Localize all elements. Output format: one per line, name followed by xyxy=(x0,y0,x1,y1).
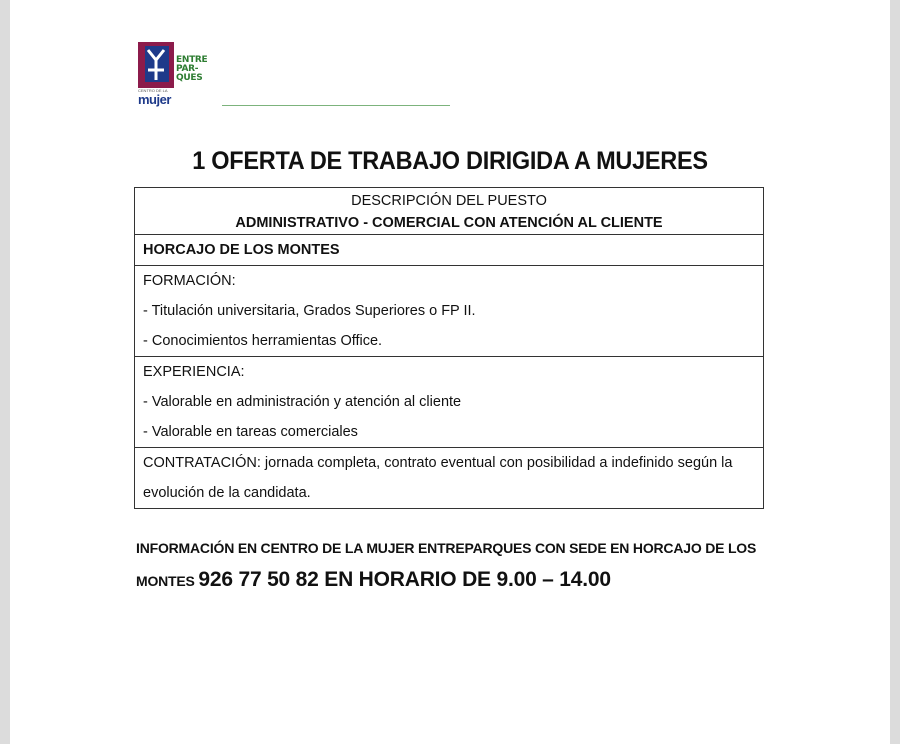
contact-info xyxy=(136,536,796,592)
list-item: - Conocimientos herramientas Office. xyxy=(143,333,383,349)
list-item: - Titulación universitaria, Grados Superiores o FP II. xyxy=(143,303,476,319)
centro-mujer-logo xyxy=(138,42,230,108)
logo-mujer-text: mujer xyxy=(138,92,171,107)
experiencia-label: EXPERIENCIA: xyxy=(143,364,245,380)
list-item: - Valorable en administración y atención al cliente xyxy=(143,394,462,410)
info-line: INFORMACIÓN EN CENTRO DE LA MUJER ENTREPARQUES CON SEDE EN HORCAJO DE LOS xyxy=(136,540,757,556)
table-row xyxy=(135,357,764,448)
table-row xyxy=(135,235,764,266)
job-description-table xyxy=(134,187,764,509)
table-row xyxy=(135,448,764,509)
logo-wordmark: ENTRE PAR- QUES xyxy=(176,55,208,83)
offer-title: 1 OFERTA DE TRABAJO DIRIGIDA A MUJERES xyxy=(192,147,708,175)
location-text: HORCAJO DE LOS MONTES xyxy=(143,242,340,258)
formacion-cell xyxy=(135,266,764,357)
logo-emblem xyxy=(138,42,174,88)
position-title: ADMINISTRATIVO - COMERCIAL CON ATENCIÓN AL CLIENTE xyxy=(235,215,663,231)
table-row xyxy=(135,188,764,235)
description-header: DESCRIPCIÓN DEL PUESTO xyxy=(351,193,547,209)
location-cell xyxy=(135,235,764,266)
contratacion-text-continued: evolución de la candidata. xyxy=(143,485,311,501)
list-item: - Valorable en tareas comerciales xyxy=(143,424,358,440)
contratacion-text: CONTRATACIÓN: jornada completa, contrato eventual con posibilidad a indefinido según la xyxy=(143,455,733,471)
position-cell xyxy=(135,188,764,235)
header-divider xyxy=(222,105,450,106)
phone-and-hours: 926 77 50 82 EN HORARIO DE 9.00 – 14.00 xyxy=(198,568,611,591)
table-row xyxy=(135,266,764,357)
document-page xyxy=(10,0,890,744)
contratacion-cell xyxy=(135,448,764,509)
info-montes: MONTES xyxy=(136,573,195,589)
logo-centro-text: CENTRO DE LA xyxy=(138,88,168,93)
experiencia-cell xyxy=(135,357,764,448)
info-line-phone xyxy=(136,568,796,592)
formacion-label: FORMACIÓN: xyxy=(143,273,236,289)
